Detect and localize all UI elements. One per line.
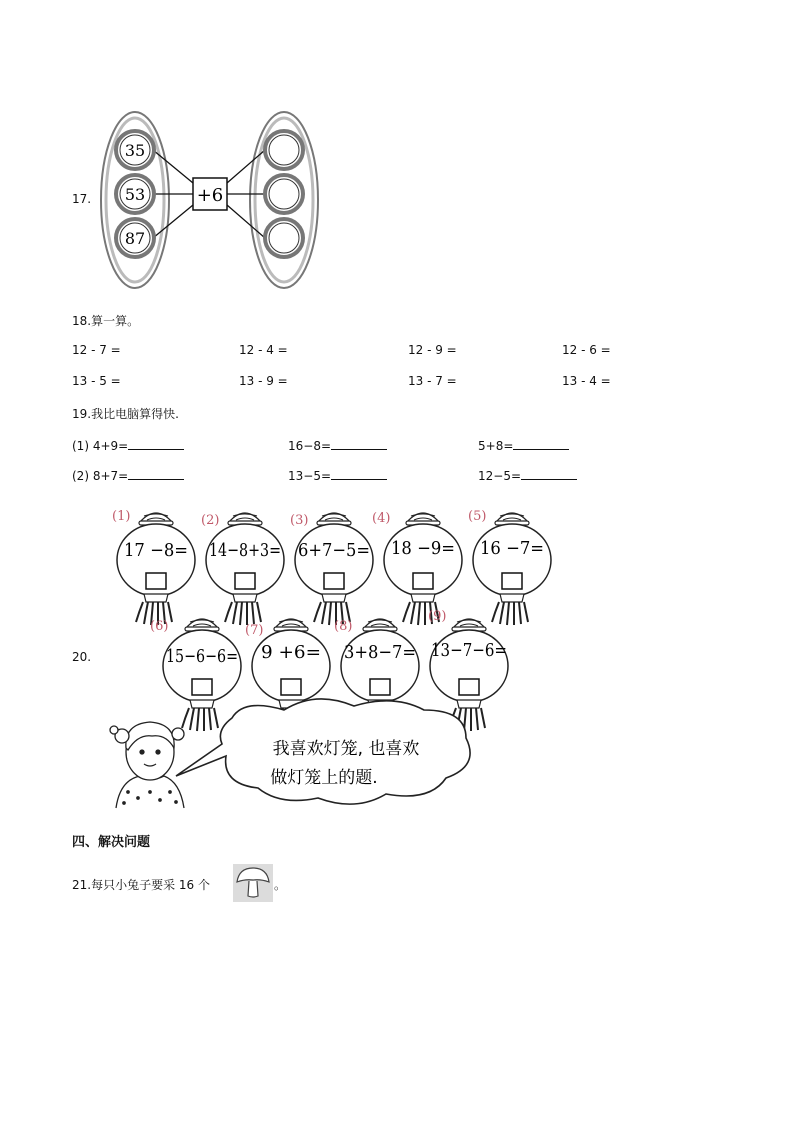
q21-prefix: 21.每只小兔子要采 16 个 (72, 878, 210, 892)
q19-expression: 12−5= (478, 469, 522, 483)
lantern-label-2: (2) (201, 513, 220, 528)
q17-number: 17. (72, 192, 92, 206)
q19-item (288, 467, 387, 483)
q18-cell: 12 - 6 = (562, 343, 611, 357)
q19-expression: (1) 4+9= (72, 439, 129, 453)
q17-answer-circle-1[interactable] (265, 131, 303, 169)
q19-answer-blank[interactable] (331, 437, 387, 450)
q17-answer-circle-2[interactable] (265, 175, 303, 213)
q19-expression: 13−5= (288, 469, 332, 483)
q18-cell: 12 - 4 = (239, 343, 288, 357)
q17-input-3: 87 (124, 229, 146, 248)
lantern-expression-6: 15−6−6= (166, 646, 238, 667)
lantern-label-7: (7) (245, 623, 264, 638)
lantern-label-5: (5) (468, 509, 487, 524)
speech-line-2: 做灯笼上的题. (270, 768, 378, 788)
q21-suffix: 。 (274, 878, 287, 892)
speech-line-1: 我喜欢灯笼, 也喜欢 (272, 739, 420, 759)
section-4-heading: 四、解决问题 (72, 835, 151, 850)
lantern-expression-2: 14−8+3= (209, 540, 281, 561)
lantern-expression-7: 9 +6= (261, 642, 321, 663)
lantern-expression-9: 13−7−6= (431, 640, 507, 661)
lantern-label-9: (9) (428, 609, 447, 624)
q19-expression: 5+8= (478, 439, 514, 453)
q19-answer-blank[interactable] (128, 467, 184, 480)
lantern-expression-4: 18 −9= (391, 538, 455, 559)
q17-answer-circle-3[interactable] (265, 219, 303, 257)
lantern-expression-5: 16 −7= (480, 538, 544, 559)
q18-cell: 13 - 7 = (408, 374, 457, 388)
lantern-label-6: (6) (150, 619, 169, 634)
q19-title: 19.我比电脑算得快. (72, 407, 179, 421)
lantern-label-4: (4) (372, 511, 391, 526)
lantern-expression-8: 3+8−7= (344, 642, 416, 663)
q19-expression: (2) 8+7= (72, 469, 129, 483)
q17-input-1: 35 (124, 141, 146, 160)
q18-cell: 13 - 4 = (562, 374, 611, 388)
lantern-label-8: (8) (334, 619, 353, 634)
q18-cell: 13 - 9 = (239, 374, 288, 388)
q19-expression: 16−8= (288, 439, 332, 453)
q17-diagram (95, 108, 325, 290)
q19-answer-blank[interactable] (331, 467, 387, 480)
q19-answer-blank[interactable] (513, 437, 569, 450)
q18-cell: 12 - 7 = (72, 343, 121, 357)
girl-illustration (110, 722, 184, 808)
q19-answer-blank[interactable] (128, 437, 184, 450)
q19-item (478, 467, 577, 483)
lantern-expression-3: 6+7−5= (298, 540, 370, 561)
q17-operator: +6 (196, 185, 224, 206)
lantern-label-1: (1) (112, 509, 131, 524)
q19-answer-blank[interactable] (521, 467, 577, 480)
q17-input-2: 53 (124, 185, 146, 204)
q19-item (72, 437, 184, 453)
lantern-expression-1: 17 −8= (124, 540, 188, 561)
q20-number: 20. (72, 650, 92, 664)
q18-cell: 12 - 9 = (408, 343, 457, 357)
q18-title: 18.算一算。 (72, 314, 140, 328)
q19-item (72, 467, 184, 483)
mushroom-icon (233, 864, 273, 902)
lantern-label-3: (3) (290, 513, 309, 528)
q18-cell: 13 - 5 = (72, 374, 121, 388)
q19-item (478, 437, 569, 453)
q19-item (288, 437, 387, 453)
q20-lantern-picture (94, 498, 556, 812)
